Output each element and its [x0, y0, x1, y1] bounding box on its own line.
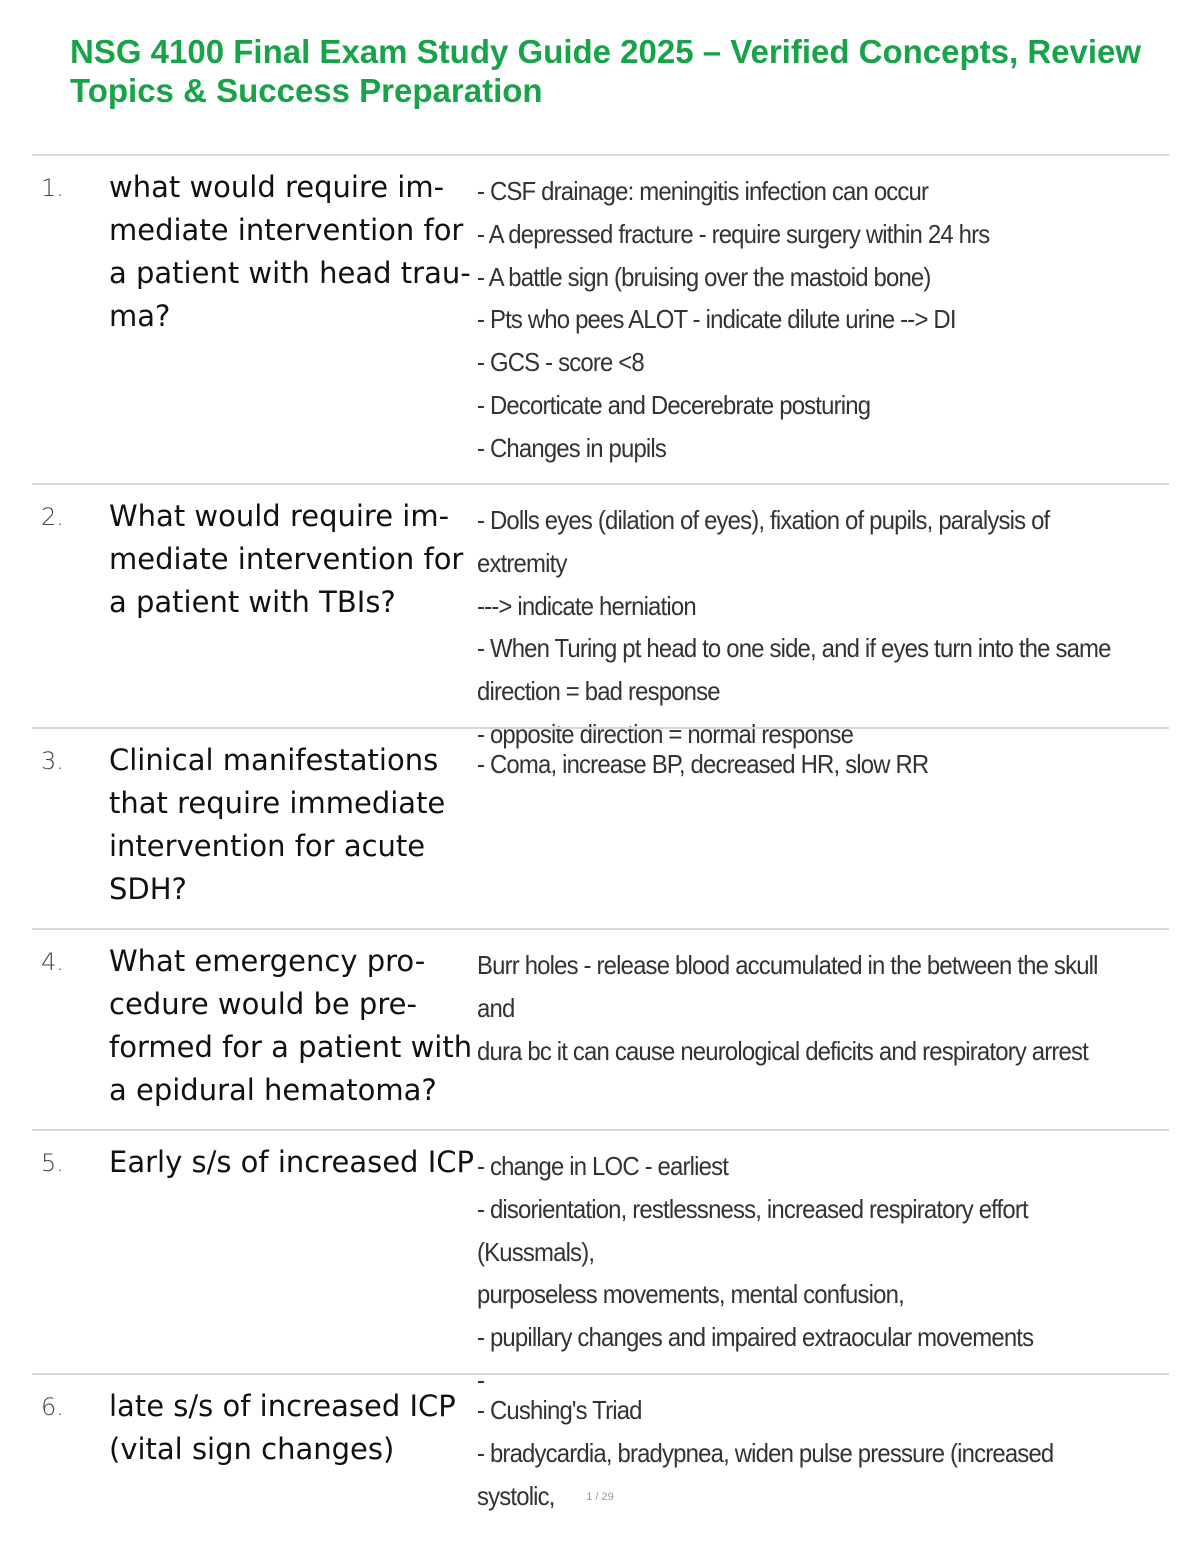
- card-term: late s/s of increased ICP (vital sign changes): [109, 1389, 456, 1466]
- card-definition: - CSF drainage: meningitis infection can occur - A depressed fracture - require surgery within 24 hrs - A battle sign (bruising over the mastoid bone) - Pts who pees ALOT - indicate dilute urine --> DI - GCS - score <8 - Decorticate and Decerebrate posturing - Changes in pupils: [477, 176, 990, 463]
- card-term: Clinical manifestations that require immediate intervention for acute SDH?: [109, 743, 446, 906]
- flashcard: [32, 928, 1169, 1129]
- card-number: 3.: [41, 747, 64, 775]
- card-term: what would require im- mediate intervention for a patient with head trau- ma?: [109, 170, 471, 333]
- card-term: What emergency pro- cedure would be pre- formed for a patient with a epidural hematoma?: [109, 944, 473, 1107]
- card-definition: - Dolls eyes (dilation of eyes), fixation of pupils, paralysis of extremity ---> indicate herniation - When Turing pt head to one side, and if eyes turn into the same direction = bad response - opposite direction = normal response: [477, 505, 1111, 749]
- card-number: 5.: [41, 1149, 64, 1177]
- flashcard: [32, 1129, 1169, 1395]
- flashcard: [32, 727, 1169, 928]
- card-definition: Burr holes - release blood accumulated in the between the skull and dura bc it can cause neurological deficits and respiratory arrest: [477, 950, 1098, 1066]
- card-definition: - Coma, increase BP, decreased HR, slow RR: [477, 749, 929, 779]
- card-number: 2.: [41, 503, 64, 531]
- card-number: 4.: [41, 948, 64, 976]
- card-definition: - change in LOC - earliest - disorientation, restlessness, increased respiratory effort (Kussmals), purposeless movements, mental confusion, - pupillary changes and impaired extraocular movements -: [477, 1151, 1034, 1395]
- card-number: 6.: [41, 1393, 64, 1421]
- card-term: Early s/s of increased ICP: [109, 1145, 474, 1179]
- flashcard: [32, 154, 1169, 483]
- card-term: What would require im- mediate intervention for a patient with TBIs?: [109, 499, 464, 619]
- document-title: NSG 4100 Final Exam Study Guide 2025 – Verified Concepts, Review Topics & Success Preparation: [70, 33, 1142, 109]
- page-indicator: 1 / 29: [586, 1491, 614, 1503]
- flashcard: [32, 483, 1169, 749]
- card-number: 1.: [41, 174, 64, 202]
- card-definition: - Cushing's Triad - bradycardia, bradypnea, widen pulse pressure (increased systolic,: [477, 1395, 1054, 1511]
